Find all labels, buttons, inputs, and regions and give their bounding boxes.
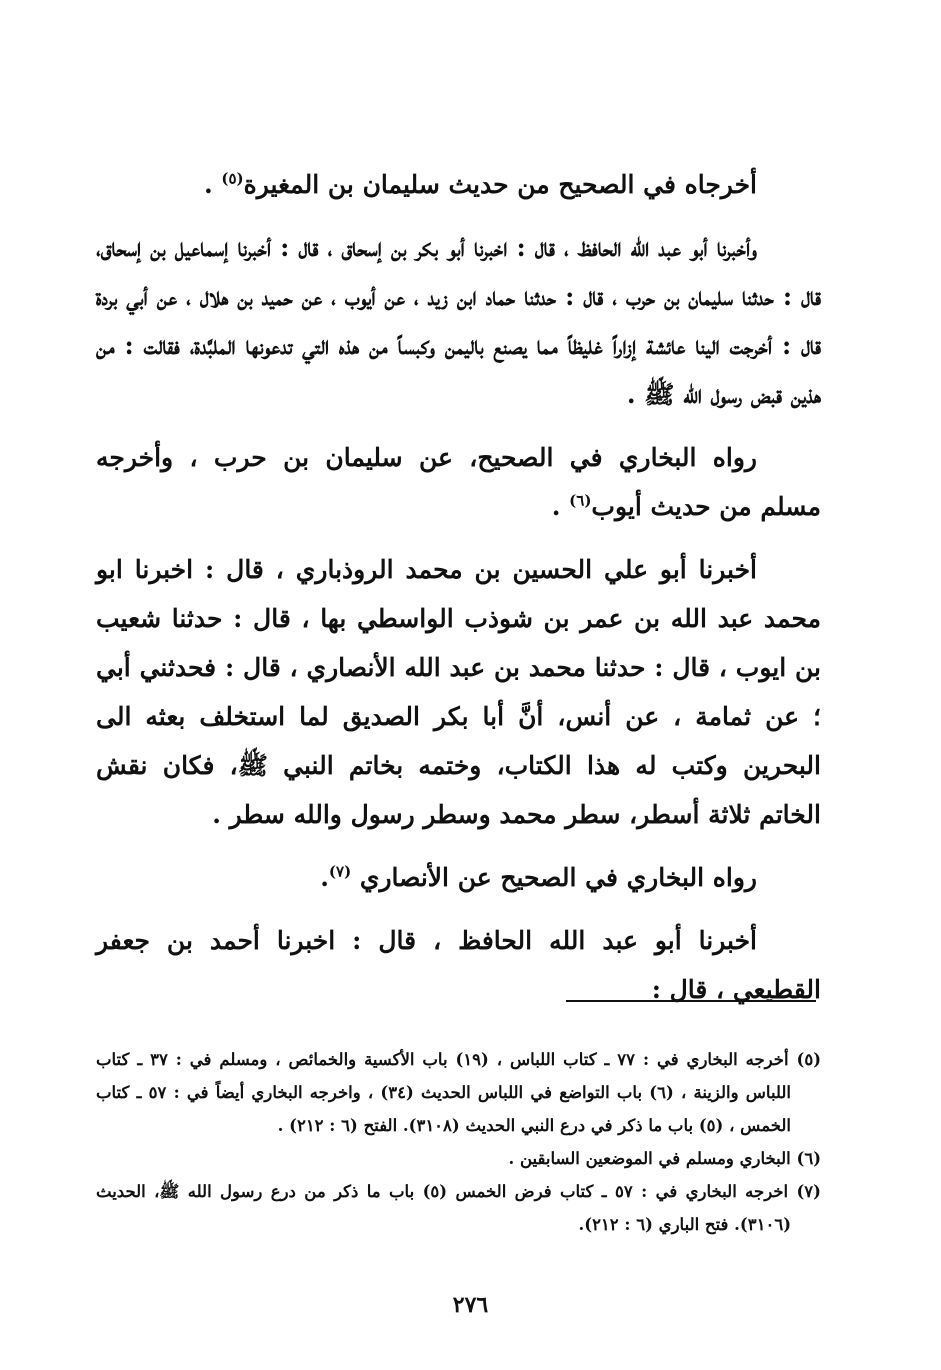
paragraph-1: [96, 160, 821, 209]
paragraph-5-text: رواه البخاري في الصحيح عن الأنصاري: [351, 863, 757, 892]
footnote-ref-5: (٥): [221, 169, 244, 188]
footnote-ref-7: (٧): [328, 862, 352, 881]
footnote-6: (٦) البخاري ومسلم في الموضعين السابقين .: [508, 1149, 821, 1168]
page-number: ٢٧٦: [452, 1292, 489, 1318]
paragraph-5: [96, 853, 821, 902]
paragraph-3-tail: .: [551, 492, 570, 521]
main-text: [96, 160, 821, 1014]
paragraph-3: [96, 433, 821, 531]
paragraph-1-tail: .: [203, 170, 222, 199]
footnotes: [96, 1043, 821, 1241]
paragraph-2: وأخبرنا أبو عبد الله الحافظ ، قال : اخبرنا أبو بكر بن إسحاق ، قال : أخبرنا إسماعيل بن إسحاق، قال : حدثنا سليمان بن حرب ، قال : حدثنا حماد ابن زيد ، عن أيوب ، عن حميد بن هلال ، عن أبي بردة قال : أخرجت الينا عائشة إزاراً غليظاً مما يصنع باليمن وكبساً من هذه التي تدعونها الملبَّدة، فقالت : من هذين قبض رسول الله ﷺ .: [96, 233, 821, 409]
paragraph-1-text: أخرجاه في الصحيح من حديث سليمان بن المغيرة: [243, 170, 757, 199]
footnote-separator: [566, 1000, 816, 1002]
footnote-ref-6: (٦): [569, 491, 592, 510]
paragraph-3-text: رواه البخاري في الصحيح، عن سليمان بن حرب ، وأخرجه مسلم من حديث أيوب: [96, 443, 821, 521]
paragraph-5-tail: .: [320, 863, 329, 892]
footnote-7: (٧) اخرجه البخاري في : ٥٧ ـ كتاب فرض الخمس (٥) باب ما ذكر من درع رسول الله ﷺ، الحديث (٣١٠٦). فتح الباري (٦ : ٢١٢).: [96, 1182, 821, 1234]
paragraph-6: أخبرنا أبو عبد الله الحافظ ، قال : اخبرنا أحمد بن جعفر القطيعي ، قال :: [96, 926, 821, 1004]
footnote-5: (٥) أخرجه البخاري في : ٧٧ ـ كتاب اللباس ، (١٩) باب الأكسية والخمائص ، ومسلم في : ٣٧ ـ كتاب اللباس والزينة ، (٦) باب التواضع في اللباس الحديث (٣٤) ، واخرجه البخاري أيضاً في : ٥٧ ـ كتاب الخمس ، (٥) باب ما ذكر في درع النبي الحديث (٣١٠٨). الفتح (٦ : ٢١٢) .: [96, 1050, 821, 1135]
paragraph-4: أخبرنا أبو علي الحسين بن محمد الروذباري ، قال : اخبرنا ابو محمد عبد الله بن عمر بن شوذب الواسطي بها ، قال : حدثنا شعيب بن ايوب ، قال : حدثنا محمد بن عبد الله الأنصاري ، قال : فحدثني أبي ؛ عن ثمامة ، عن أنس، أنَّ أبا بكر الصديق لما استخلف بعثه الى البحرين وكتب له هذا الكتاب، وختمه بخاتم النبي ﷺ، فكان نقش الخاتم ثلاثة أسطر، سطر محمد وسطر رسول والله سطر .: [96, 555, 821, 829]
